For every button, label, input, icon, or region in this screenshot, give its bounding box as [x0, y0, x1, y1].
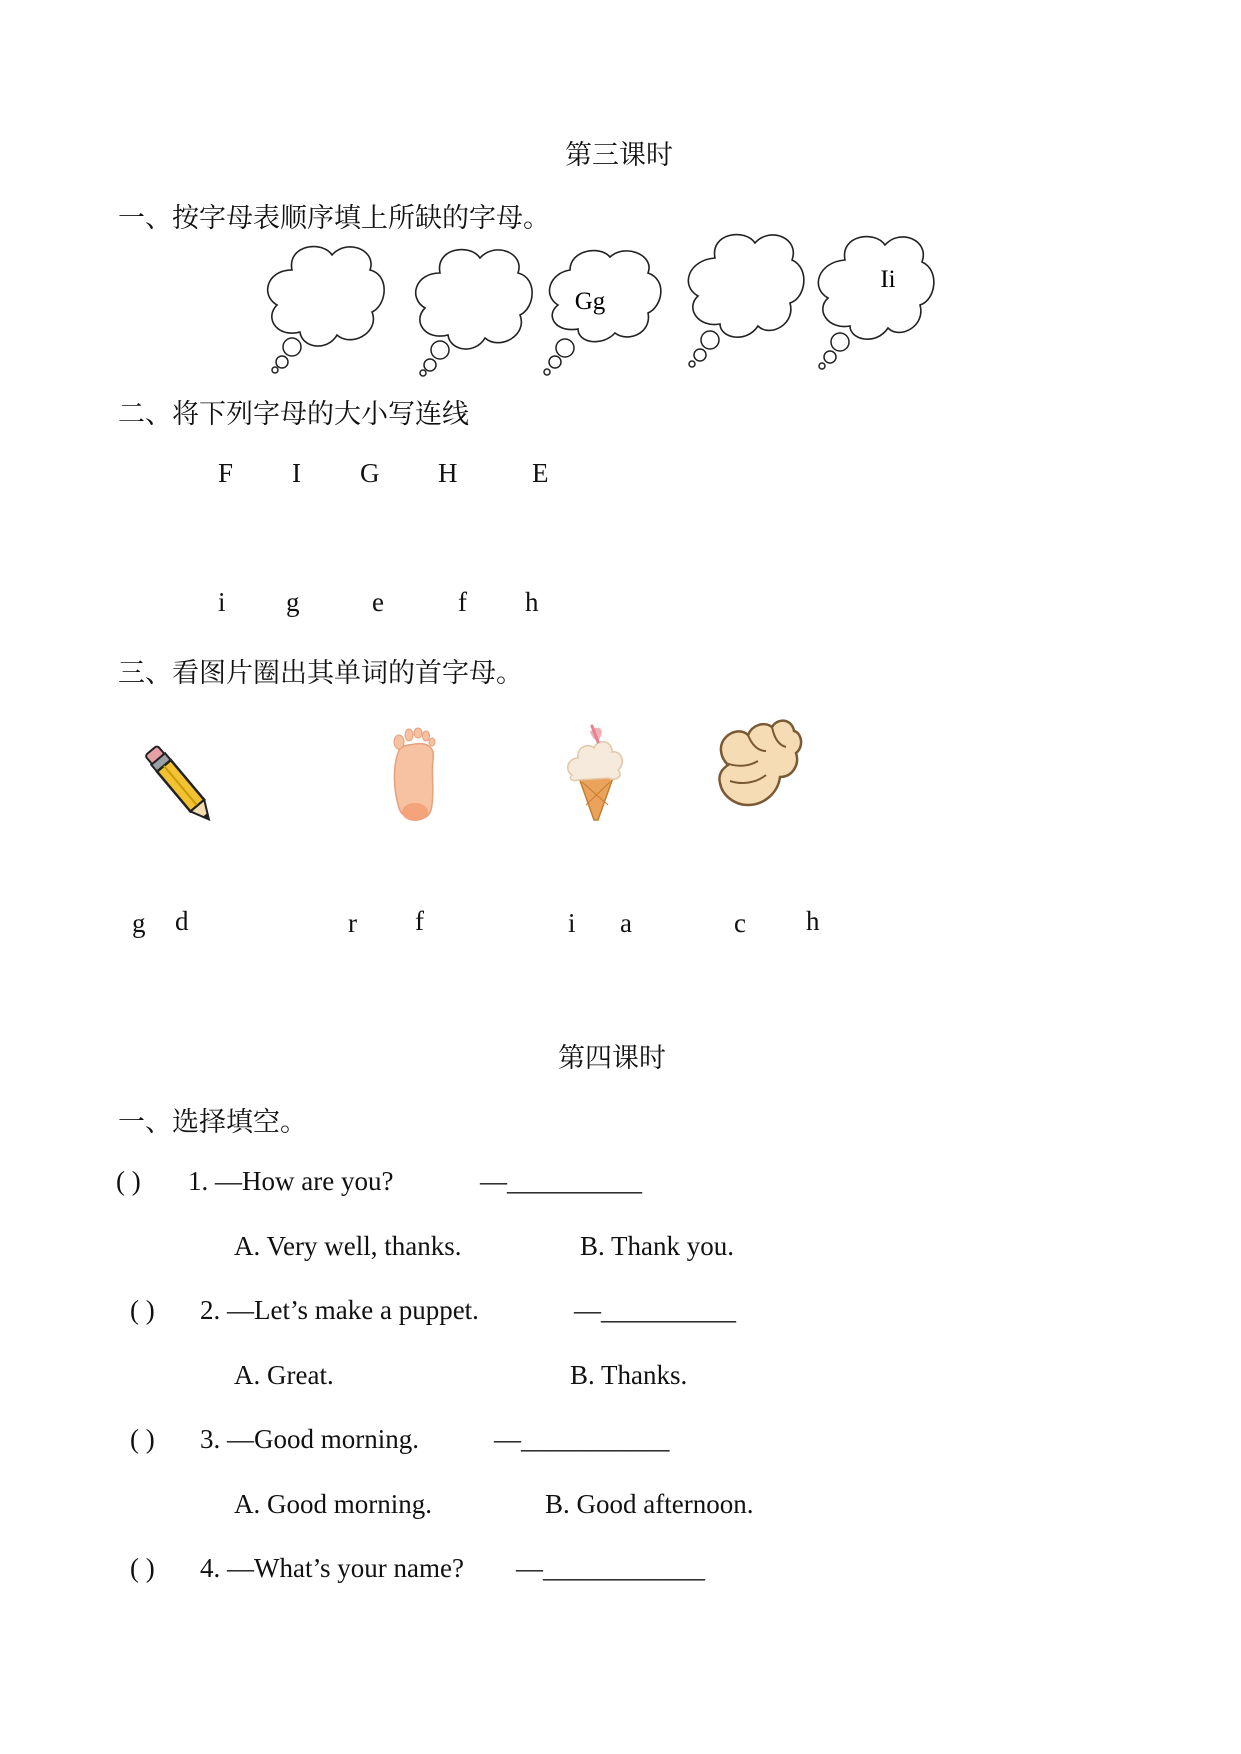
- thought-cloud-3: [540, 245, 670, 375]
- picture-option[interactable]: f: [415, 906, 424, 936]
- answer-blank: —__________: [480, 1166, 642, 1196]
- option-b: B. Thank you.: [580, 1231, 734, 1261]
- question-prompt: 2. —Let’s make a puppet.: [200, 1295, 479, 1325]
- uppercase-letter: H: [438, 458, 458, 488]
- thought-cloud-5: [810, 230, 940, 370]
- option-a: A. Very well, thanks.: [234, 1231, 462, 1261]
- answer-paren[interactable]: ( ): [130, 1553, 155, 1583]
- option-a: A. Good morning.: [234, 1489, 432, 1519]
- question-prompt: 1. —How are you?: [188, 1166, 394, 1196]
- hand-icon: [708, 705, 808, 815]
- picture-option[interactable]: a: [620, 908, 632, 938]
- lesson3-section3-heading: 三、看图片圈出其单词的首字母。: [118, 658, 523, 688]
- answer-paren[interactable]: ( ): [130, 1295, 155, 1325]
- answer-blank: —___________: [494, 1424, 670, 1454]
- lesson3-title: 第三课时: [565, 140, 673, 170]
- question-prompt: 3. —Good morning.: [200, 1424, 419, 1454]
- picture-option[interactable]: r: [348, 908, 357, 938]
- answer-blank: —____________: [516, 1553, 705, 1583]
- uppercase-letter: F: [218, 458, 234, 488]
- ice-cream-icon: [556, 720, 636, 825]
- answer-blank: —__________: [574, 1295, 736, 1325]
- uppercase-letter: I: [292, 458, 301, 488]
- thought-cloud-4: [680, 228, 810, 368]
- cloud-label-5: Ii: [880, 266, 896, 293]
- foot-icon: [385, 720, 445, 825]
- lowercase-letter: g: [286, 587, 300, 617]
- option-b: B. Thanks.: [570, 1360, 688, 1390]
- lesson4-title: 第四课时: [558, 1043, 666, 1073]
- thought-cloud-1: [262, 240, 392, 375]
- picture-option[interactable]: i: [568, 908, 576, 938]
- lowercase-letter: i: [218, 587, 226, 617]
- lowercase-letter: f: [458, 587, 467, 617]
- lowercase-letter: h: [525, 587, 539, 617]
- answer-paren[interactable]: ( ): [130, 1424, 155, 1454]
- lesson3-section2-heading: 二、将下列字母的大小写连线: [118, 399, 469, 429]
- picture-option[interactable]: c: [734, 908, 746, 938]
- cloud-label-3: Gg: [574, 288, 606, 315]
- uppercase-letter: G: [360, 458, 380, 488]
- picture-option[interactable]: d: [175, 906, 189, 936]
- answer-paren[interactable]: ( ): [116, 1166, 141, 1196]
- lesson3-section1-heading: 一、按字母表顺序填上所缺的字母。: [118, 203, 550, 233]
- lowercase-letter: e: [372, 587, 384, 617]
- option-a: A. Great.: [234, 1360, 334, 1390]
- question-prompt: 4. —What’s your name?: [200, 1553, 464, 1583]
- lesson4-section1-heading: 一、选择填空。: [118, 1107, 307, 1137]
- picture-option[interactable]: g: [132, 908, 146, 938]
- uppercase-letter: E: [532, 458, 549, 488]
- picture-option[interactable]: h: [806, 906, 820, 936]
- thought-cloud-2: [410, 243, 540, 378]
- pencil-icon: [140, 740, 220, 830]
- option-b: B. Good afternoon.: [545, 1489, 754, 1519]
